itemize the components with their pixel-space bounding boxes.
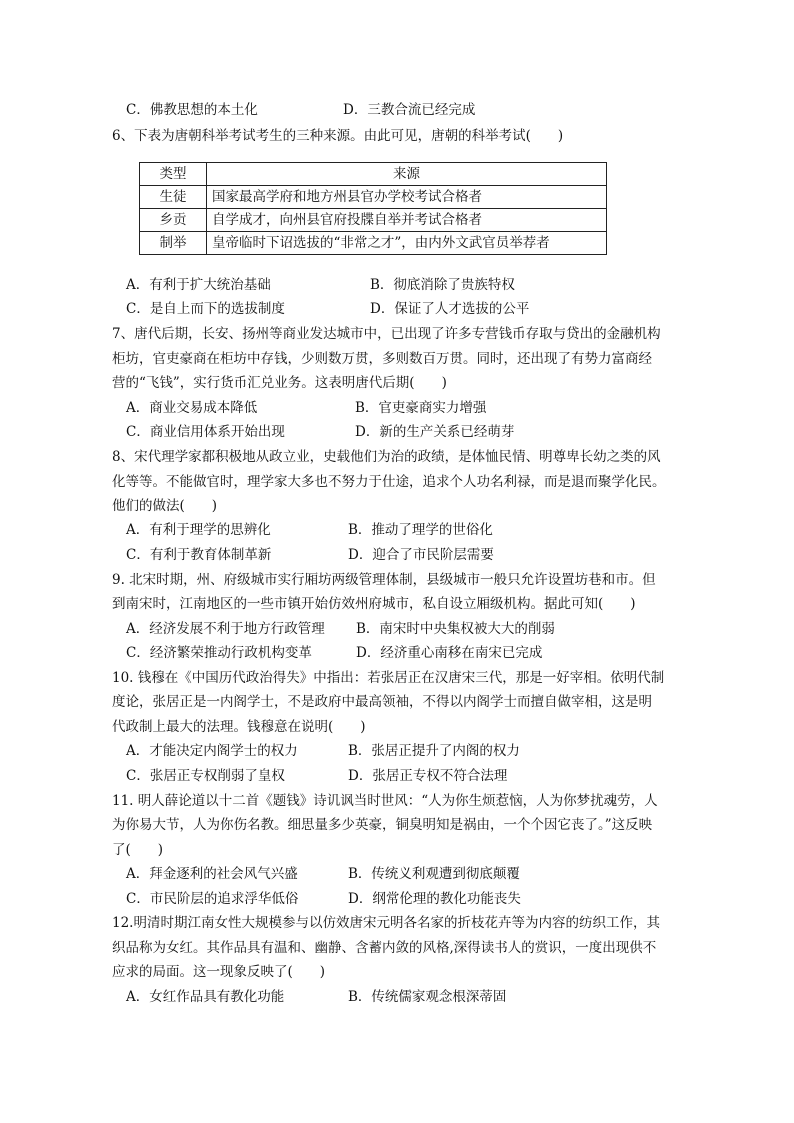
table-cell-type: 生徒 (140, 186, 207, 209)
q10-stem-line-2: 度论，张居正是一内阁学士，不是政府中最高领袖，不得以内阁学士而擅自做宰相，这是明 (112, 694, 652, 710)
q10-option-d: D．张居正专权不符合法理 (348, 768, 508, 784)
q7-option-a: A．商业交易成本降低 (126, 400, 258, 416)
q10-option-b: B．张居正提升了内阁的权力 (348, 743, 520, 759)
q8-stem-line-2: 化等等。不能做官时，理学家大多也不努力于仕途，追求个人功名利禄，而是退而聚学化民。 (112, 474, 666, 490)
q7-option-c: C．商业信用体系开始出现 (126, 424, 285, 440)
q6-option-c: C．是自上而下的选拔制度 (126, 301, 285, 317)
q7-option-d: D．新的生产关系已经萌芽 (355, 424, 515, 440)
q8-option-c: C．有利于教育体制革新 (126, 547, 272, 563)
q9-stem-line-2: 到南宋时，江南地区的一些市镇开始仿效州府城市，私自设立厢级机构。据此可知( ) (112, 596, 636, 612)
q6-source-table (139, 162, 607, 255)
q7-stem-line-1: 7、唐代后期，长安、扬州等商业发达城市中，已出现了许多专营钱币存取与贷出的金融机构 (112, 326, 661, 342)
q7-stem-line-2: 柜坊，官吏豪商在柜坊中存钱，少则数万贯，多则数百万贯。同时，还出现了有势力富商经 (112, 351, 652, 367)
q10-option-a: A．才能决定内阁学士的权力 (126, 743, 298, 759)
q9-option-a: A．经济发展不利于地方行政管理 (126, 621, 325, 637)
q8-stem-line-3: 他们的做法( ) (112, 498, 218, 514)
q9-option-d: D．经济重心南移在南宋已完成 (356, 645, 543, 661)
table-cell-source: 自学成才，向州县官府投牒自举并考试合格者 (207, 209, 607, 232)
table-cell-type: 乡贡 (140, 209, 207, 232)
q6-stem: 6、下表为唐朝科举考试考生的三种来源。由此可见，唐朝的科举考试( ) (112, 128, 564, 144)
q7-stem-line-3: 营的“飞钱”，实行货币汇兑业务。这表明唐代后期( ) (112, 375, 447, 391)
q9-option-b: B．南宋时中央集权被大大的削弱 (356, 621, 555, 637)
q11-option-c: C．市民阶层的追求浮华低俗 (126, 891, 299, 907)
q12-option-a: A．女红作品具有教化功能 (126, 989, 285, 1005)
q6-option-b: B．彻底消除了贵族特权 (370, 277, 515, 293)
table-row (140, 232, 607, 255)
table-header-row (140, 163, 607, 186)
table-cell-source: 国家最高学府和地方州县官办学校考试合格者 (207, 186, 607, 209)
q12-stem-line-1: 12.明清时期江南女性大规模参与以仿效唐宋元明各名家的折枝花卉等为内容的纺织工作，其 (112, 915, 660, 931)
q10-stem-line-3: 代政制上最大的法理。钱穆意在说明( ) (112, 719, 366, 735)
table-row (140, 209, 607, 232)
table-header-source: 来源 (207, 163, 607, 186)
q8-option-d: D．迎合了市民阶层需要 (348, 547, 494, 563)
q5-option-d: D．三教合流已经完成 (343, 102, 476, 118)
q11-stem-line-2: 为你易大节，人为你伤名教。细思量多少英豪，铜臭明知是祸由，一个个因它丧了。”这反映 (112, 817, 653, 833)
q10-stem-line-1: 10. 钱穆在《中国历代政治得失》中指出：若张居正在汉唐宋三代，那是一好宰相。依明代制 (112, 670, 665, 686)
q12-stem-line-3: 应求的局面。这一现象反映了( ) (112, 964, 326, 980)
table-cell-type: 制举 (140, 232, 207, 255)
q9-option-c: C．经济繁荣推动行政机构变革 (126, 645, 312, 661)
table-row (140, 186, 607, 209)
q6-option-a: A．有利于扩大统治基础 (126, 277, 271, 293)
q8-option-a: A．有利于理学的思辨化 (126, 522, 271, 538)
q11-option-b: B．传统义利观遭到彻底颠覆 (348, 866, 520, 882)
q10-option-c: C．张居正专权削弱了皇权 (126, 768, 285, 784)
q11-stem-line-1: 11. 明人薛论道以十二首《题钱》诗讥讽当时世风：“人为你生烦惹恼，人为你梦扰魂劳，人 (112, 793, 658, 809)
q11-option-d: D．纲常伦理的教化功能丧失 (348, 891, 521, 907)
table-cell-source: 皇帝临时下诏选拔的“非常之才”，由内外文武官员举荐者 (207, 232, 607, 255)
q11-stem-line-3: 了( ) (112, 842, 164, 858)
q5-option-c: C．佛教思想的本土化 (126, 102, 258, 118)
q8-option-b: B．推动了理学的世俗化 (348, 522, 493, 538)
q6-option-d: D．保证了人才选拔的公平 (370, 301, 530, 317)
q9-stem-line-1: 9. 北宋时期，州、府级城市实行厢坊两级管理体制，县级城市一般只允许设置坊巷和市。但 (112, 572, 656, 588)
q8-stem-line-1: 8、宋代理学家都积极地从政立业，史载他们为治的政绩，是体恤民情、明尊卑长幼之类的风 (112, 449, 661, 465)
q12-stem-line-2: 织品称为女红。其作品具有温和、幽静、含蓄内敛的风格,深得读书人的赏识，一度出现供不 (112, 940, 657, 956)
q7-option-b: B．官吏豪商实力增强 (355, 400, 487, 416)
q12-option-b: B．传统儒家观念根深蒂固 (348, 989, 507, 1005)
table-header-type: 类型 (140, 163, 207, 186)
q11-option-a: A．拜金逐利的社会风气兴盛 (126, 866, 298, 882)
